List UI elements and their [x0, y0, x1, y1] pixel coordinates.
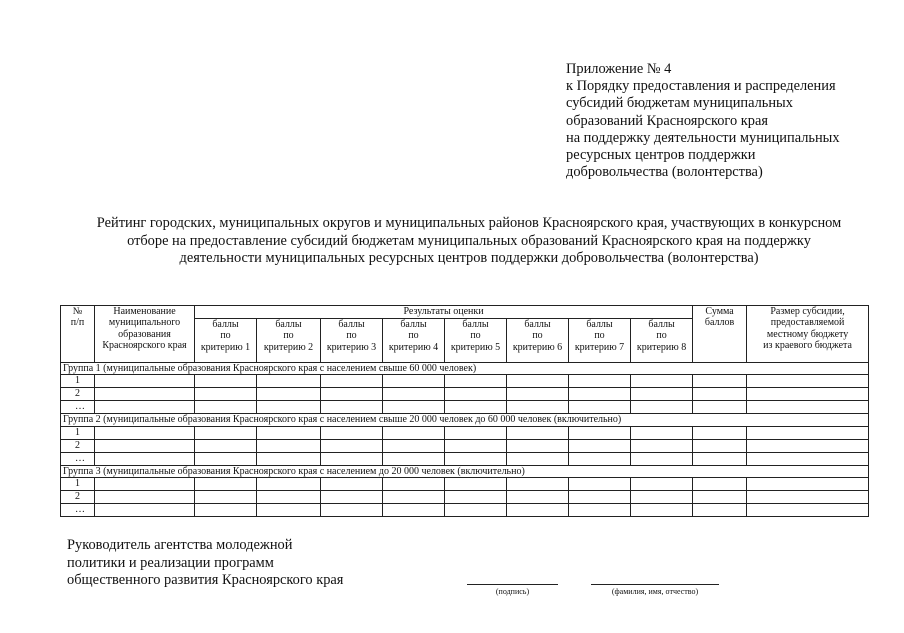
row-number: 2 — [61, 491, 95, 504]
header-criterion-1 — [195, 319, 257, 363]
appendix-line: ресурсных центров поддержки — [566, 147, 756, 164]
table-cell — [569, 388, 631, 401]
table-cell — [195, 388, 257, 401]
table-cell — [321, 478, 383, 491]
table-cell — [257, 375, 321, 388]
table-cell — [383, 388, 445, 401]
table-cell — [383, 478, 445, 491]
signature-label: (подпись) — [495, 587, 530, 596]
table-cell — [383, 426, 445, 439]
appendix-line: добровольчества (волонтерства) — [566, 164, 763, 181]
appendix-heading — [566, 61, 886, 181]
table-cell — [693, 439, 747, 452]
table-cell — [257, 426, 321, 439]
table-cell — [195, 375, 257, 388]
table-cell — [95, 452, 195, 465]
criterion-header-line: баллы — [648, 319, 675, 330]
table-cell — [631, 491, 693, 504]
header-name-line: образования — [118, 328, 171, 340]
table-cell — [693, 504, 747, 517]
table-cell — [445, 452, 507, 465]
title-line: деятельности муниципальных ресурсных центров поддержки добровольчества (волонтерства) — [179, 250, 759, 266]
table-cell — [631, 375, 693, 388]
header-name-line: муниципального — [108, 317, 181, 329]
appendix-line: субсидий бюджетам муниципальных — [566, 95, 793, 112]
table-cell — [631, 426, 693, 439]
table-cell — [631, 388, 693, 401]
document-title — [40, 215, 898, 268]
group-row — [61, 414, 869, 426]
table-cell — [321, 375, 383, 388]
table-cell — [257, 504, 321, 517]
table-cell — [569, 491, 631, 504]
table-cell — [445, 504, 507, 517]
table-cell — [693, 426, 747, 439]
name-label: (фамилия, имя, отчество) — [611, 587, 699, 596]
group-label: Группа 2 (муниципальные образования Красноярского края с населением свыше 20 000 человек до 60 000 человек (включительно) — [61, 414, 869, 426]
criterion-header-line: баллы — [462, 319, 489, 330]
table-cell — [507, 426, 569, 439]
group-label: Группа 1 (муниципальные образования Красноярского края с населением свыше 60 000 человек) — [61, 363, 869, 375]
header-num — [61, 306, 95, 363]
table-cell — [95, 491, 195, 504]
table-row — [61, 504, 869, 517]
table-cell — [383, 375, 445, 388]
criterion-header-line: баллы — [275, 319, 302, 330]
table-cell — [257, 401, 321, 414]
appendix-line: к Порядку предоставления и распределения — [566, 78, 836, 95]
header-num-line: п/п — [70, 317, 85, 329]
table-cell — [507, 401, 569, 414]
table-cell — [195, 401, 257, 414]
table-cell — [445, 426, 507, 439]
signature-line — [467, 584, 558, 585]
header-results: Результаты оценки — [195, 306, 693, 319]
table-cell — [95, 504, 195, 517]
criterion-header-line: по — [594, 330, 605, 342]
criterion-header-line: критерию 3 — [326, 341, 377, 353]
header-criterion-5 — [445, 319, 507, 363]
table-cell — [95, 426, 195, 439]
table-cell — [445, 491, 507, 504]
header-sum — [693, 306, 747, 363]
table-cell — [569, 401, 631, 414]
table-cell — [747, 401, 869, 414]
header-name — [95, 306, 195, 363]
table-cell — [95, 439, 195, 452]
criterion-header-line: по — [532, 330, 543, 342]
signer-line: политики и реализации программ — [67, 554, 274, 571]
table-cell — [747, 478, 869, 491]
rating-table — [60, 305, 869, 517]
criterion-header-line: критерию 7 — [574, 341, 625, 353]
table-cell — [747, 388, 869, 401]
table-cell — [631, 504, 693, 517]
row-number: 1 — [61, 478, 95, 491]
table-cell — [569, 375, 631, 388]
header-name-line: Наименование — [113, 306, 176, 317]
header-subsidy-line: Размер субсидии, — [770, 306, 845, 317]
table-cell — [507, 388, 569, 401]
criterion-header-line: по — [470, 330, 481, 342]
row-number: … — [61, 452, 95, 465]
table-cell — [693, 375, 747, 388]
table-cell — [569, 452, 631, 465]
group-label: Группа 3 (муниципальные образования Красноярского края с населением до 20 000 человек (включительно) — [61, 465, 869, 477]
table-cell — [693, 452, 747, 465]
table-cell — [747, 375, 869, 388]
table-row — [61, 452, 869, 465]
title-line: Рейтинг городских, муниципальных округов и муниципальных районов Красноярского края, участвующих в конкурсном — [96, 215, 842, 231]
criterion-header-line: по — [283, 330, 294, 342]
appendix-line: образований Красноярского края — [566, 112, 768, 129]
table-cell — [569, 439, 631, 452]
group-row — [61, 363, 869, 375]
table-cell — [747, 491, 869, 504]
table-cell — [507, 452, 569, 465]
table-cell — [507, 478, 569, 491]
header-criterion-4 — [383, 319, 445, 363]
table-cell — [195, 491, 257, 504]
criterion-header-line: баллы — [212, 319, 239, 330]
criterion-header-line: по — [408, 330, 419, 342]
criterion-header-line: по — [346, 330, 357, 342]
table-cell — [195, 478, 257, 491]
table-cell — [321, 491, 383, 504]
appendix-line: на поддержку деятельности муниципальных — [566, 129, 840, 146]
table-cell — [631, 439, 693, 452]
table-cell — [257, 452, 321, 465]
table-cell — [507, 504, 569, 517]
criterion-header-line: критерию 2 — [263, 341, 314, 353]
row-number: 2 — [61, 439, 95, 452]
table-cell — [569, 426, 631, 439]
table-cell — [257, 478, 321, 491]
table-row — [61, 388, 869, 401]
row-number: … — [61, 401, 95, 414]
header-subsidy-line: предоставляемой — [770, 317, 845, 329]
table-row — [61, 439, 869, 452]
header-sum-line: Сумма — [705, 306, 734, 317]
table-cell — [693, 478, 747, 491]
header-num-line: № — [72, 306, 83, 317]
header-criterion-3 — [321, 319, 383, 363]
table-cell — [747, 439, 869, 452]
criterion-header-line: критерию 5 — [450, 341, 501, 353]
table-cell — [383, 452, 445, 465]
row-number: 2 — [61, 388, 95, 401]
title-line: отборе на предоставление субсидий бюджетам муниципальных образований Красноярского края на поддержку — [127, 232, 811, 249]
header-subsidy-line: из краевого бюджета — [763, 340, 852, 352]
row-number: 1 — [61, 426, 95, 439]
table-cell — [321, 426, 383, 439]
table-cell — [95, 478, 195, 491]
table-cell — [383, 401, 445, 414]
row-number: … — [61, 504, 95, 517]
table-cell — [507, 491, 569, 504]
table-cell — [747, 426, 869, 439]
header-criterion-7 — [569, 319, 631, 363]
header-subsidy-line: местному бюджету — [766, 328, 849, 340]
criterion-header-line: по — [220, 330, 231, 342]
header-subsidy — [747, 306, 869, 363]
table-cell — [321, 401, 383, 414]
table-cell — [257, 388, 321, 401]
table-cell — [631, 401, 693, 414]
header-criterion-6 — [507, 319, 569, 363]
table-cell — [631, 478, 693, 491]
table-cell — [569, 504, 631, 517]
table-cell — [195, 426, 257, 439]
table-cell — [747, 452, 869, 465]
table-cell — [383, 439, 445, 452]
table-cell — [693, 401, 747, 414]
criterion-header-line: по — [656, 330, 667, 342]
signer-line: Руководитель агентства молодежной — [67, 537, 293, 553]
appendix-line: Приложение № 4 — [566, 61, 672, 77]
criterion-header-line: критерию 4 — [388, 341, 439, 353]
table-cell — [445, 478, 507, 491]
criterion-header-line: баллы — [338, 319, 365, 330]
header-sum-line: баллов — [704, 317, 735, 329]
header-name-line: Красноярского края — [102, 340, 187, 352]
table-cell — [445, 439, 507, 452]
name-line — [591, 584, 719, 585]
table-cell — [445, 388, 507, 401]
table-cell — [445, 375, 507, 388]
table-row — [61, 426, 869, 439]
table-cell — [507, 375, 569, 388]
table-cell — [693, 491, 747, 504]
table-cell — [195, 452, 257, 465]
criterion-header-line: критерию 8 — [636, 341, 687, 353]
table-cell — [95, 375, 195, 388]
criterion-header-line: критерию 1 — [200, 341, 251, 353]
table-cell — [383, 491, 445, 504]
table-cell — [195, 504, 257, 517]
row-number: 1 — [61, 375, 95, 388]
table-cell — [321, 388, 383, 401]
criterion-header-line: баллы — [524, 319, 551, 330]
criterion-header-line: баллы — [400, 319, 427, 330]
table-row — [61, 375, 869, 388]
table-cell — [257, 439, 321, 452]
table-cell — [321, 504, 383, 517]
signer-line: общественного развития Красноярского края — [67, 572, 344, 588]
header-criterion-8 — [631, 319, 693, 363]
table-row — [61, 491, 869, 504]
table-cell — [321, 439, 383, 452]
table-cell — [95, 401, 195, 414]
table-cell — [747, 504, 869, 517]
table-cell — [383, 504, 445, 517]
table-row — [61, 401, 869, 414]
table-cell — [631, 452, 693, 465]
signer-block — [67, 537, 343, 590]
table-cell — [257, 491, 321, 504]
table-cell — [569, 478, 631, 491]
table-cell — [195, 439, 257, 452]
group-row — [61, 465, 869, 477]
table-cell — [445, 401, 507, 414]
header-criterion-2 — [257, 319, 321, 363]
criterion-header-line: баллы — [586, 319, 613, 330]
table-cell — [507, 439, 569, 452]
table-cell — [95, 388, 195, 401]
criterion-header-line: критерию 6 — [512, 341, 563, 353]
table-cell — [693, 388, 747, 401]
table-row — [61, 478, 869, 491]
table-cell — [321, 452, 383, 465]
